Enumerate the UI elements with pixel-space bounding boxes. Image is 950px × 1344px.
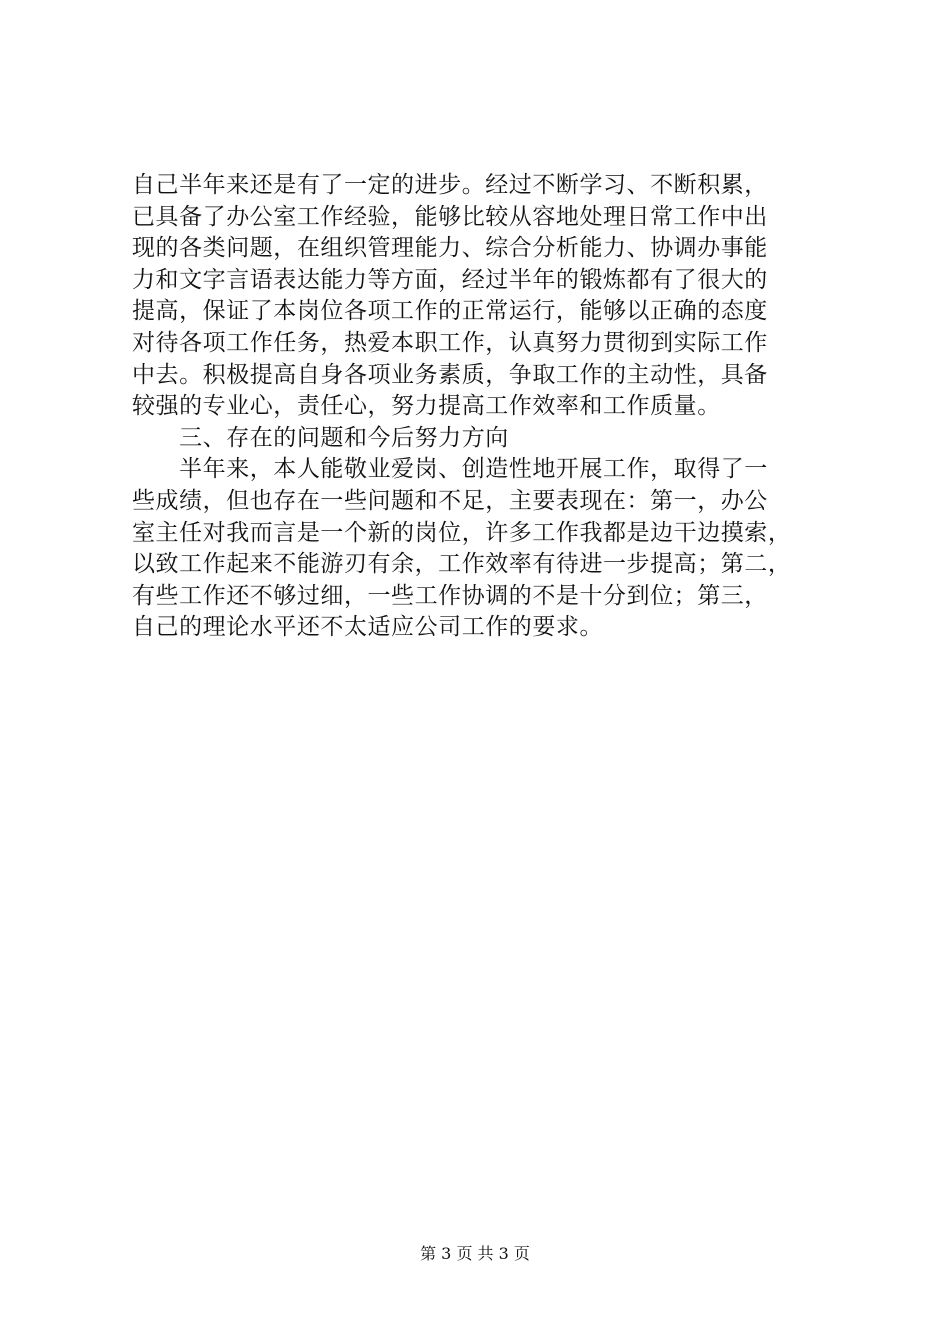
text-line: 有些工作还不够过细，一些工作协调的不是十分到位；第三， [132,582,768,609]
page-footer: 第 3 页 共 3 页 [420,1244,530,1263]
text-line: 室主任对我而言是一个新的岗位，许多工作我都是边干边摸索， [132,519,792,546]
section-heading: 三、存在的问题和今后努力方向 [132,424,509,451]
text-line: 些成绩，但也存在一些问题和不足，主要表现在：第一，办公 [132,487,768,514]
text-line: 已具备了办公室工作经验，能够比较从容地处理日常工作中出 [132,203,768,230]
text-line: 力和文字言语表达能力等方面，经过半年的锻炼都有了很大的 [132,266,768,293]
text-line: 自己半年来还是有了一定的进步。经过不断学习、不断积累， [132,172,768,198]
text-line: 对待各项工作任务，热爱本职工作，认真努力贯彻到实际工作 [132,329,768,356]
body-text [132,170,852,644]
text-line: 中去。积极提高自身各项业务素质，争取工作的主动性，具备 [132,361,768,388]
text-line: 提高，保证了本岗位各项工作的正常运行，能够以正确的态度 [132,298,768,325]
text-line: 较强的专业心，责任心，努力提高工作效率和工作质量。 [132,393,721,420]
text-line: 以致工作起来不能游刃有余，工作效率有待进一步提高；第二， [132,551,792,578]
text-line: 自己的理论水平还不太适应公司工作的要求。 [132,614,603,641]
text-line: 现的各类问题，在组织管理能力、综合分析能力、协调办事能 [132,235,768,262]
text-line: 半年来，本人能敬业爱岗、创造性地开展工作，取得了一 [132,456,768,483]
